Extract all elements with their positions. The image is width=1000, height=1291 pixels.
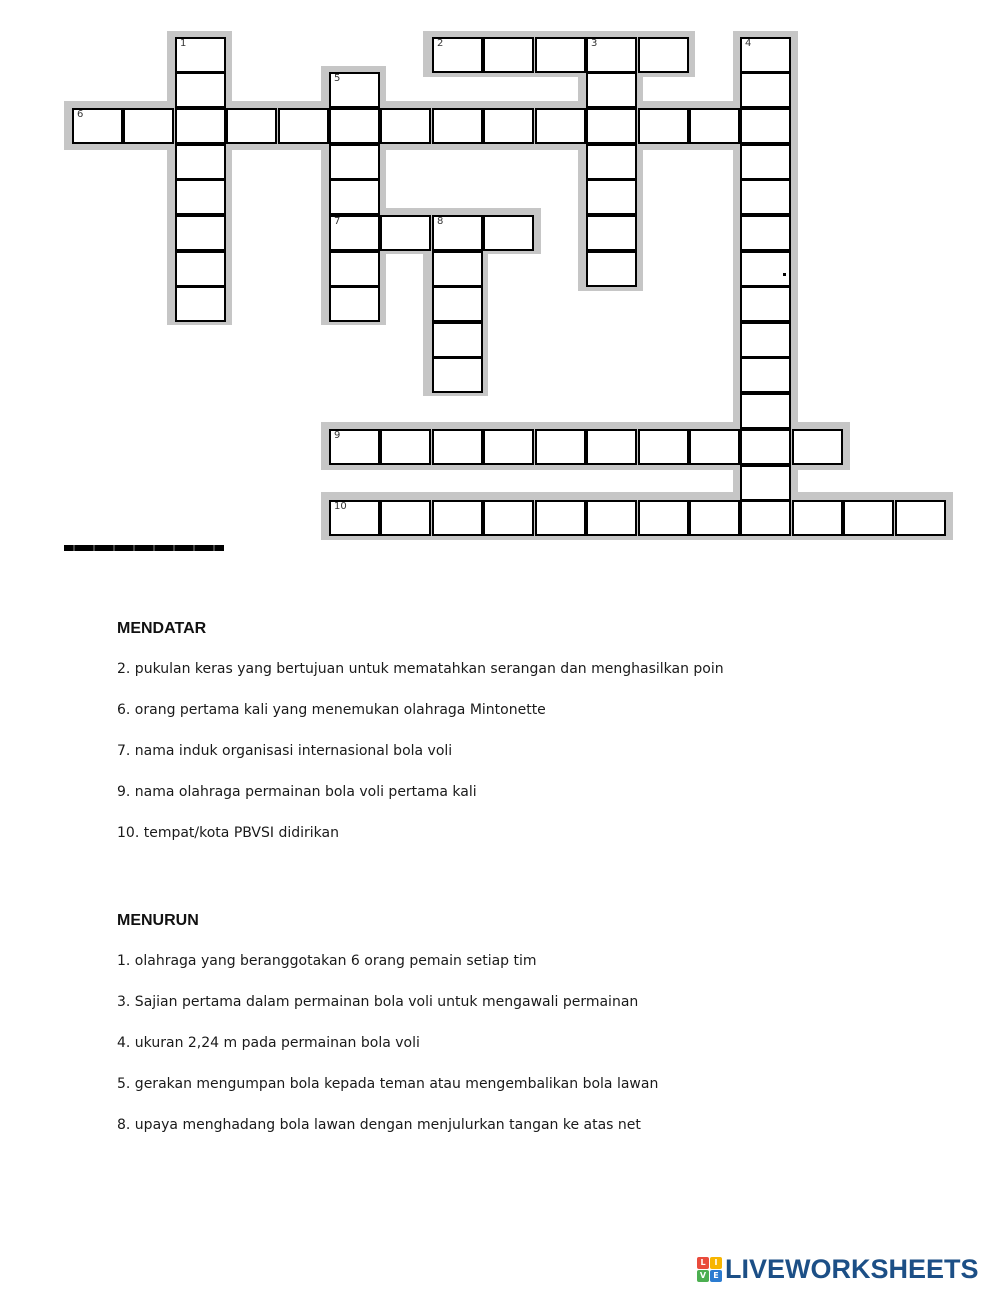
crossword-cell[interactable] bbox=[175, 215, 226, 251]
crossword-cell[interactable] bbox=[175, 251, 226, 287]
crossword-grid bbox=[0, 0, 1000, 560]
crossword-cell[interactable] bbox=[483, 215, 534, 251]
crossword-cell[interactable] bbox=[432, 286, 483, 322]
crossword-cell[interactable] bbox=[586, 72, 637, 108]
crossword-cell[interactable] bbox=[432, 37, 483, 73]
crossword-cell[interactable] bbox=[380, 215, 431, 251]
liveworksheets-icon bbox=[697, 1257, 722, 1282]
crossword-cell[interactable] bbox=[740, 72, 791, 108]
crossword-cell[interactable] bbox=[586, 500, 637, 536]
crossword-cell[interactable] bbox=[380, 500, 431, 536]
cell-number: 4 bbox=[745, 38, 752, 49]
crossword-cell[interactable] bbox=[123, 108, 174, 144]
brand-name: LIVEWORKSHEETS bbox=[725, 1253, 979, 1284]
crossword-cell[interactable] bbox=[483, 37, 534, 73]
crossword-cell[interactable] bbox=[535, 429, 586, 465]
crossword-cell[interactable] bbox=[586, 179, 637, 215]
crossword-cell[interactable] bbox=[432, 322, 483, 358]
crossword-cell[interactable] bbox=[740, 286, 791, 322]
crossword-cell[interactable] bbox=[432, 500, 483, 536]
crossword-cell[interactable] bbox=[483, 429, 534, 465]
cell-number: 3 bbox=[591, 38, 598, 49]
crossword-cell[interactable] bbox=[483, 500, 534, 536]
cell-number: 9 bbox=[334, 430, 341, 441]
cell-number: 6 bbox=[77, 109, 84, 120]
crossword-cell[interactable] bbox=[329, 144, 380, 180]
crossword-cell[interactable] bbox=[380, 429, 431, 465]
down-section bbox=[117, 912, 658, 1134]
crossword-cell[interactable] bbox=[329, 286, 380, 322]
crossword-cell[interactable] bbox=[586, 108, 637, 144]
crossword-cell[interactable] bbox=[895, 500, 946, 536]
crossword-cell[interactable] bbox=[740, 322, 791, 358]
crossword-cell[interactable] bbox=[380, 108, 431, 144]
down-clue: 1. olahraga yang beranggotakan 6 orang pemain setiap tim bbox=[117, 953, 537, 969]
across-clue: 9. nama olahraga permainan bola voli pertama kali bbox=[117, 784, 477, 800]
crossword-cell[interactable] bbox=[740, 429, 791, 465]
crossword-cell[interactable] bbox=[432, 108, 483, 144]
down-clue: 3. Sajian pertama dalam permainan bola voli untuk mengawali permainan bbox=[117, 994, 639, 1010]
cell-number: 1 bbox=[180, 38, 187, 49]
crossword-cell[interactable] bbox=[329, 500, 380, 536]
crossword-cell[interactable] bbox=[843, 500, 894, 536]
crossword-cell[interactable] bbox=[792, 429, 843, 465]
crossword-cell[interactable] bbox=[792, 500, 843, 536]
crossword-cell[interactable] bbox=[689, 500, 740, 536]
crossword-cell[interactable] bbox=[175, 72, 226, 108]
cell-number: 8 bbox=[437, 216, 444, 227]
crossword-cell[interactable] bbox=[740, 465, 791, 501]
crossword-cell[interactable] bbox=[689, 429, 740, 465]
crossword-cell[interactable] bbox=[586, 215, 637, 251]
across-heading: MENDATAR bbox=[117, 620, 207, 637]
crossword-cell[interactable] bbox=[329, 72, 380, 108]
crossword-cell[interactable] bbox=[638, 429, 689, 465]
crossword-cell[interactable] bbox=[740, 500, 791, 536]
crossword-cell[interactable] bbox=[175, 37, 226, 73]
cell-number: 7 bbox=[334, 216, 341, 227]
across-clue: 2. pukulan keras yang bertujuan untuk mematahkan serangan dan menghasilkan poin bbox=[117, 661, 724, 677]
logo-letter: E bbox=[710, 1270, 722, 1282]
crossword-cell[interactable] bbox=[689, 108, 740, 144]
crossword-cell[interactable] bbox=[740, 144, 791, 180]
crossword-cell[interactable] bbox=[740, 215, 791, 251]
crossword-cell[interactable] bbox=[432, 215, 483, 251]
liveworksheets-logo bbox=[697, 1254, 979, 1284]
crossword-cell[interactable] bbox=[432, 429, 483, 465]
stray-dot bbox=[783, 273, 786, 276]
crossword-cell[interactable] bbox=[535, 108, 586, 144]
cell-number: 2 bbox=[437, 38, 444, 49]
credit-line bbox=[64, 545, 224, 551]
crossword-cell[interactable] bbox=[740, 108, 791, 144]
crossword-cell[interactable] bbox=[740, 357, 791, 393]
crossword-cell[interactable] bbox=[535, 500, 586, 536]
crossword-cell[interactable] bbox=[329, 179, 380, 215]
crossword-cell[interactable] bbox=[638, 500, 689, 536]
crossword-cell[interactable] bbox=[586, 37, 637, 73]
down-heading: MENURUN bbox=[117, 912, 199, 929]
crossword-cell[interactable] bbox=[535, 37, 586, 73]
down-clue: 8. upaya menghadang bola lawan dengan menjulurkan tangan ke atas net bbox=[117, 1117, 641, 1133]
crossword-cell[interactable] bbox=[638, 37, 689, 73]
crossword-cell[interactable] bbox=[175, 179, 226, 215]
cell-number: 10 bbox=[334, 501, 347, 512]
crossword-cell[interactable] bbox=[175, 108, 226, 144]
crossword-cell[interactable] bbox=[586, 144, 637, 180]
across-clue: 6. orang pertama kali yang menemukan olahraga Mintonette bbox=[117, 702, 546, 718]
crossword-cell[interactable] bbox=[175, 286, 226, 322]
cell-number: 5 bbox=[334, 73, 341, 84]
logo-letter: V bbox=[697, 1270, 709, 1282]
crossword-cell[interactable] bbox=[638, 108, 689, 144]
crossword-cell[interactable] bbox=[432, 251, 483, 287]
crossword-cell[interactable] bbox=[432, 357, 483, 393]
across-section bbox=[117, 620, 724, 842]
crossword-cell[interactable] bbox=[740, 37, 791, 73]
crossword-cell[interactable] bbox=[740, 393, 791, 429]
logo-letter: L bbox=[697, 1257, 709, 1269]
crossword-cell[interactable] bbox=[329, 215, 380, 251]
across-clue: 10. tempat/kota PBVSI didirikan bbox=[117, 825, 339, 841]
crossword-cell[interactable] bbox=[740, 179, 791, 215]
crossword-cell[interactable] bbox=[175, 144, 226, 180]
crossword-cell[interactable] bbox=[329, 108, 380, 144]
crossword-cell[interactable] bbox=[72, 108, 123, 144]
crossword-cell[interactable] bbox=[740, 251, 791, 287]
across-clue: 7. nama induk organisasi internasional bola voli bbox=[117, 743, 453, 759]
crossword-cell[interactable] bbox=[226, 108, 277, 144]
logo-letter: I bbox=[710, 1257, 722, 1269]
crossword-cell[interactable] bbox=[483, 108, 534, 144]
crossword-cell[interactable] bbox=[586, 429, 637, 465]
crossword-cell[interactable] bbox=[586, 251, 637, 287]
crossword-cell[interactable] bbox=[329, 251, 380, 287]
crossword-cell[interactable] bbox=[278, 108, 329, 144]
crossword-cell[interactable] bbox=[329, 429, 380, 465]
down-clue: 5. gerakan mengumpan bola kepada teman atau mengembalikan bola lawan bbox=[117, 1076, 659, 1092]
down-clue: 4. ukuran 2,24 m pada permainan bola voli bbox=[117, 1035, 420, 1051]
